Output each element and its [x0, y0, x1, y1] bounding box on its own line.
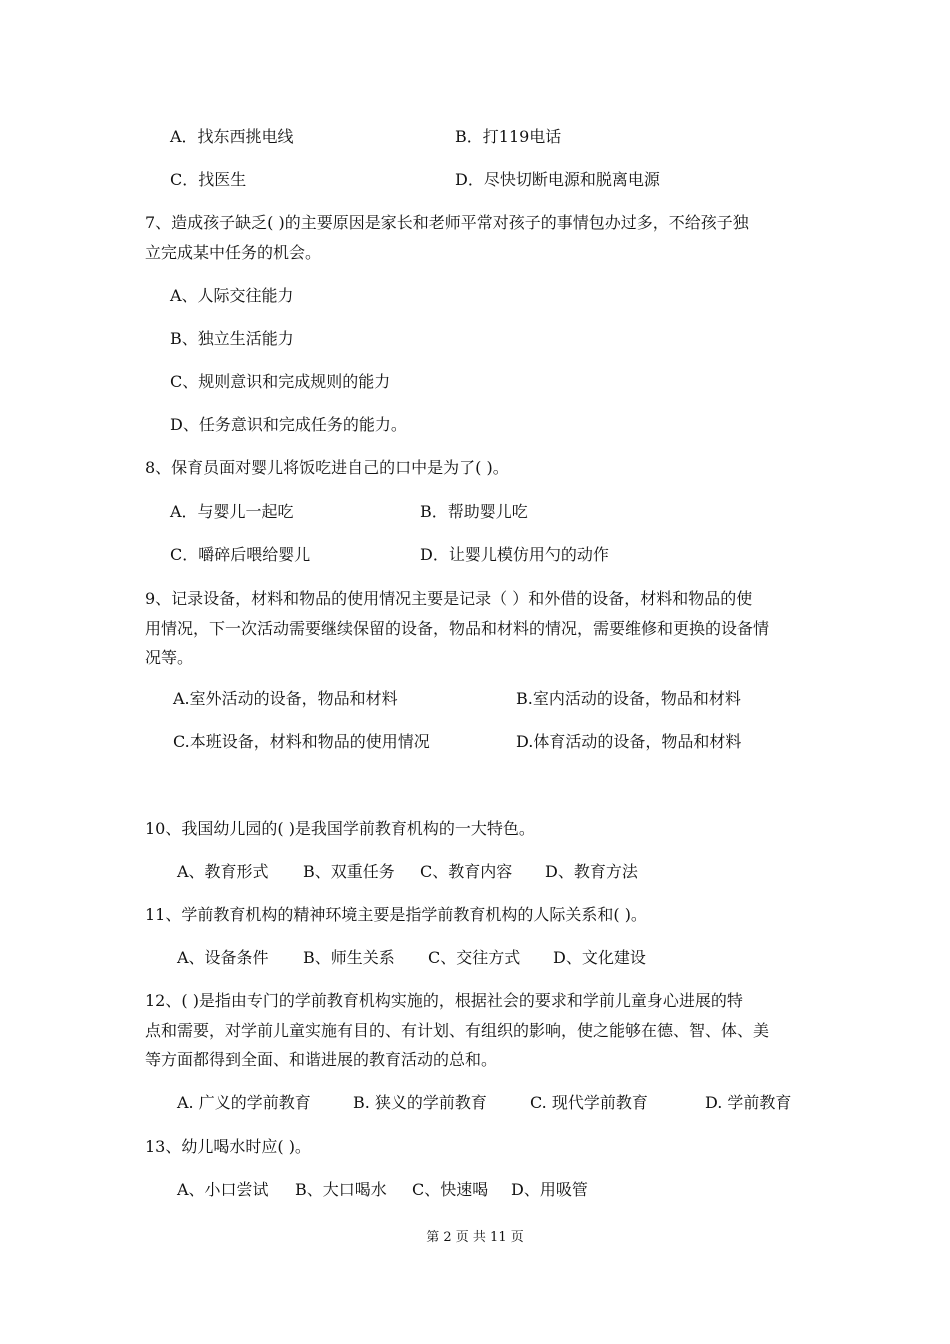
- q7-option-a: A、人际交往能力: [170, 286, 294, 305]
- q11-option-c: C、交往方式: [428, 948, 521, 967]
- q10-option-b: B、双重任务: [303, 862, 395, 881]
- q11-question: 11、学前教育机构的精神环境主要是指学前教育机构的人际关系和( )。: [145, 905, 647, 924]
- q9-option-c: C.本班设备，材料和物品的使用情况: [173, 732, 430, 751]
- q13-option-a: A、小口尝试: [177, 1180, 269, 1199]
- q8-option-c: C．嚼碎后喂给婴儿: [170, 545, 311, 564]
- page-number-footer: 第 2 页 共 11 页: [426, 1230, 524, 1245]
- q13-option-c: C、快速喝: [412, 1180, 489, 1199]
- q9-option-d: D.体育活动的设备，物品和材料: [516, 732, 742, 751]
- q7-option-b: B、独立生活能力: [170, 329, 294, 348]
- q6-option-b: B．打119电话: [455, 127, 562, 146]
- q6-option-c: C．找医生: [170, 170, 247, 189]
- q11-option-d: D、文化建设: [553, 948, 646, 967]
- q12-option-a: A. 广义的学前教育: [177, 1093, 311, 1112]
- q9-option-b: B.室内活动的设备，物品和材料: [516, 689, 741, 708]
- q9-question-line-3: 况等。: [145, 648, 194, 667]
- q7-option-d: D、任务意识和完成任务的能力。: [170, 415, 407, 434]
- q7-option-c: C、规则意识和完成规则的能力: [170, 372, 391, 391]
- q9-question-line-1: 9、记录设备，材料和物品的使用情况主要是记录（ ）和外借的设备，材料和物品的使: [145, 589, 753, 608]
- q11-option-a: A、设备条件: [177, 948, 269, 967]
- q12-option-b: B. 狭义的学前教育: [353, 1093, 487, 1112]
- q10-option-d: D、教育方法: [545, 862, 638, 881]
- q8-option-b: B．帮助婴儿吃: [420, 502, 528, 521]
- q9-question-line-2: 用情况，下一次活动需要继续保留的设备，物品和材料的情况，需要维修和更换的设备情: [145, 619, 770, 638]
- q8-option-d: D．让婴儿模仿用勺的动作: [420, 545, 609, 564]
- q9-option-a: A.室外活动的设备，物品和材料: [173, 689, 398, 708]
- q12-question-line-1: 12、( )是指由专门的学前教育机构实施的，根据社会的要求和学前儿童身心进展的特: [145, 991, 743, 1010]
- q10-question: 10、我国幼儿园的( )是我国学前教育机构的一大特色。: [145, 819, 535, 838]
- q12-question-line-3: 等方面都得到全面、和谐进展的教育活动的总和。: [145, 1050, 498, 1069]
- q13-option-b: B、大口喝水: [295, 1180, 387, 1199]
- q7-question-line-2: 立完成某中任务的机会。: [145, 243, 322, 262]
- q11-option-b: B、师生关系: [303, 948, 395, 967]
- q6-option-d: D．尽快切断电源和脱离电源: [455, 170, 660, 189]
- q6-option-a: A．找东西挑电线: [170, 127, 294, 146]
- q8-option-a: A．与婴儿一起吃: [170, 502, 294, 521]
- q13-option-d: D、用吸管: [511, 1180, 588, 1199]
- q12-option-d: D. 学前教育: [705, 1093, 792, 1112]
- q10-option-a: A、教育形式: [177, 862, 269, 881]
- q13-question: 13、幼儿喝水时应( )。: [145, 1137, 311, 1156]
- q10-option-c: C、教育内容: [420, 862, 513, 881]
- q12-option-c: C. 现代学前教育: [530, 1093, 648, 1112]
- q8-question: 8、保育员面对婴儿将饭吃进自己的口中是为了( )。: [145, 458, 509, 477]
- q7-question-line-1: 7、造成孩子缺乏( )的主要原因是家长和老师平常对孩子的事情包办过多，不给孩子独: [145, 213, 749, 232]
- q12-question-line-2: 点和需要，对学前儿童实施有目的、有计划、有组织的影响，使之能够在德、智、体、美: [145, 1021, 770, 1040]
